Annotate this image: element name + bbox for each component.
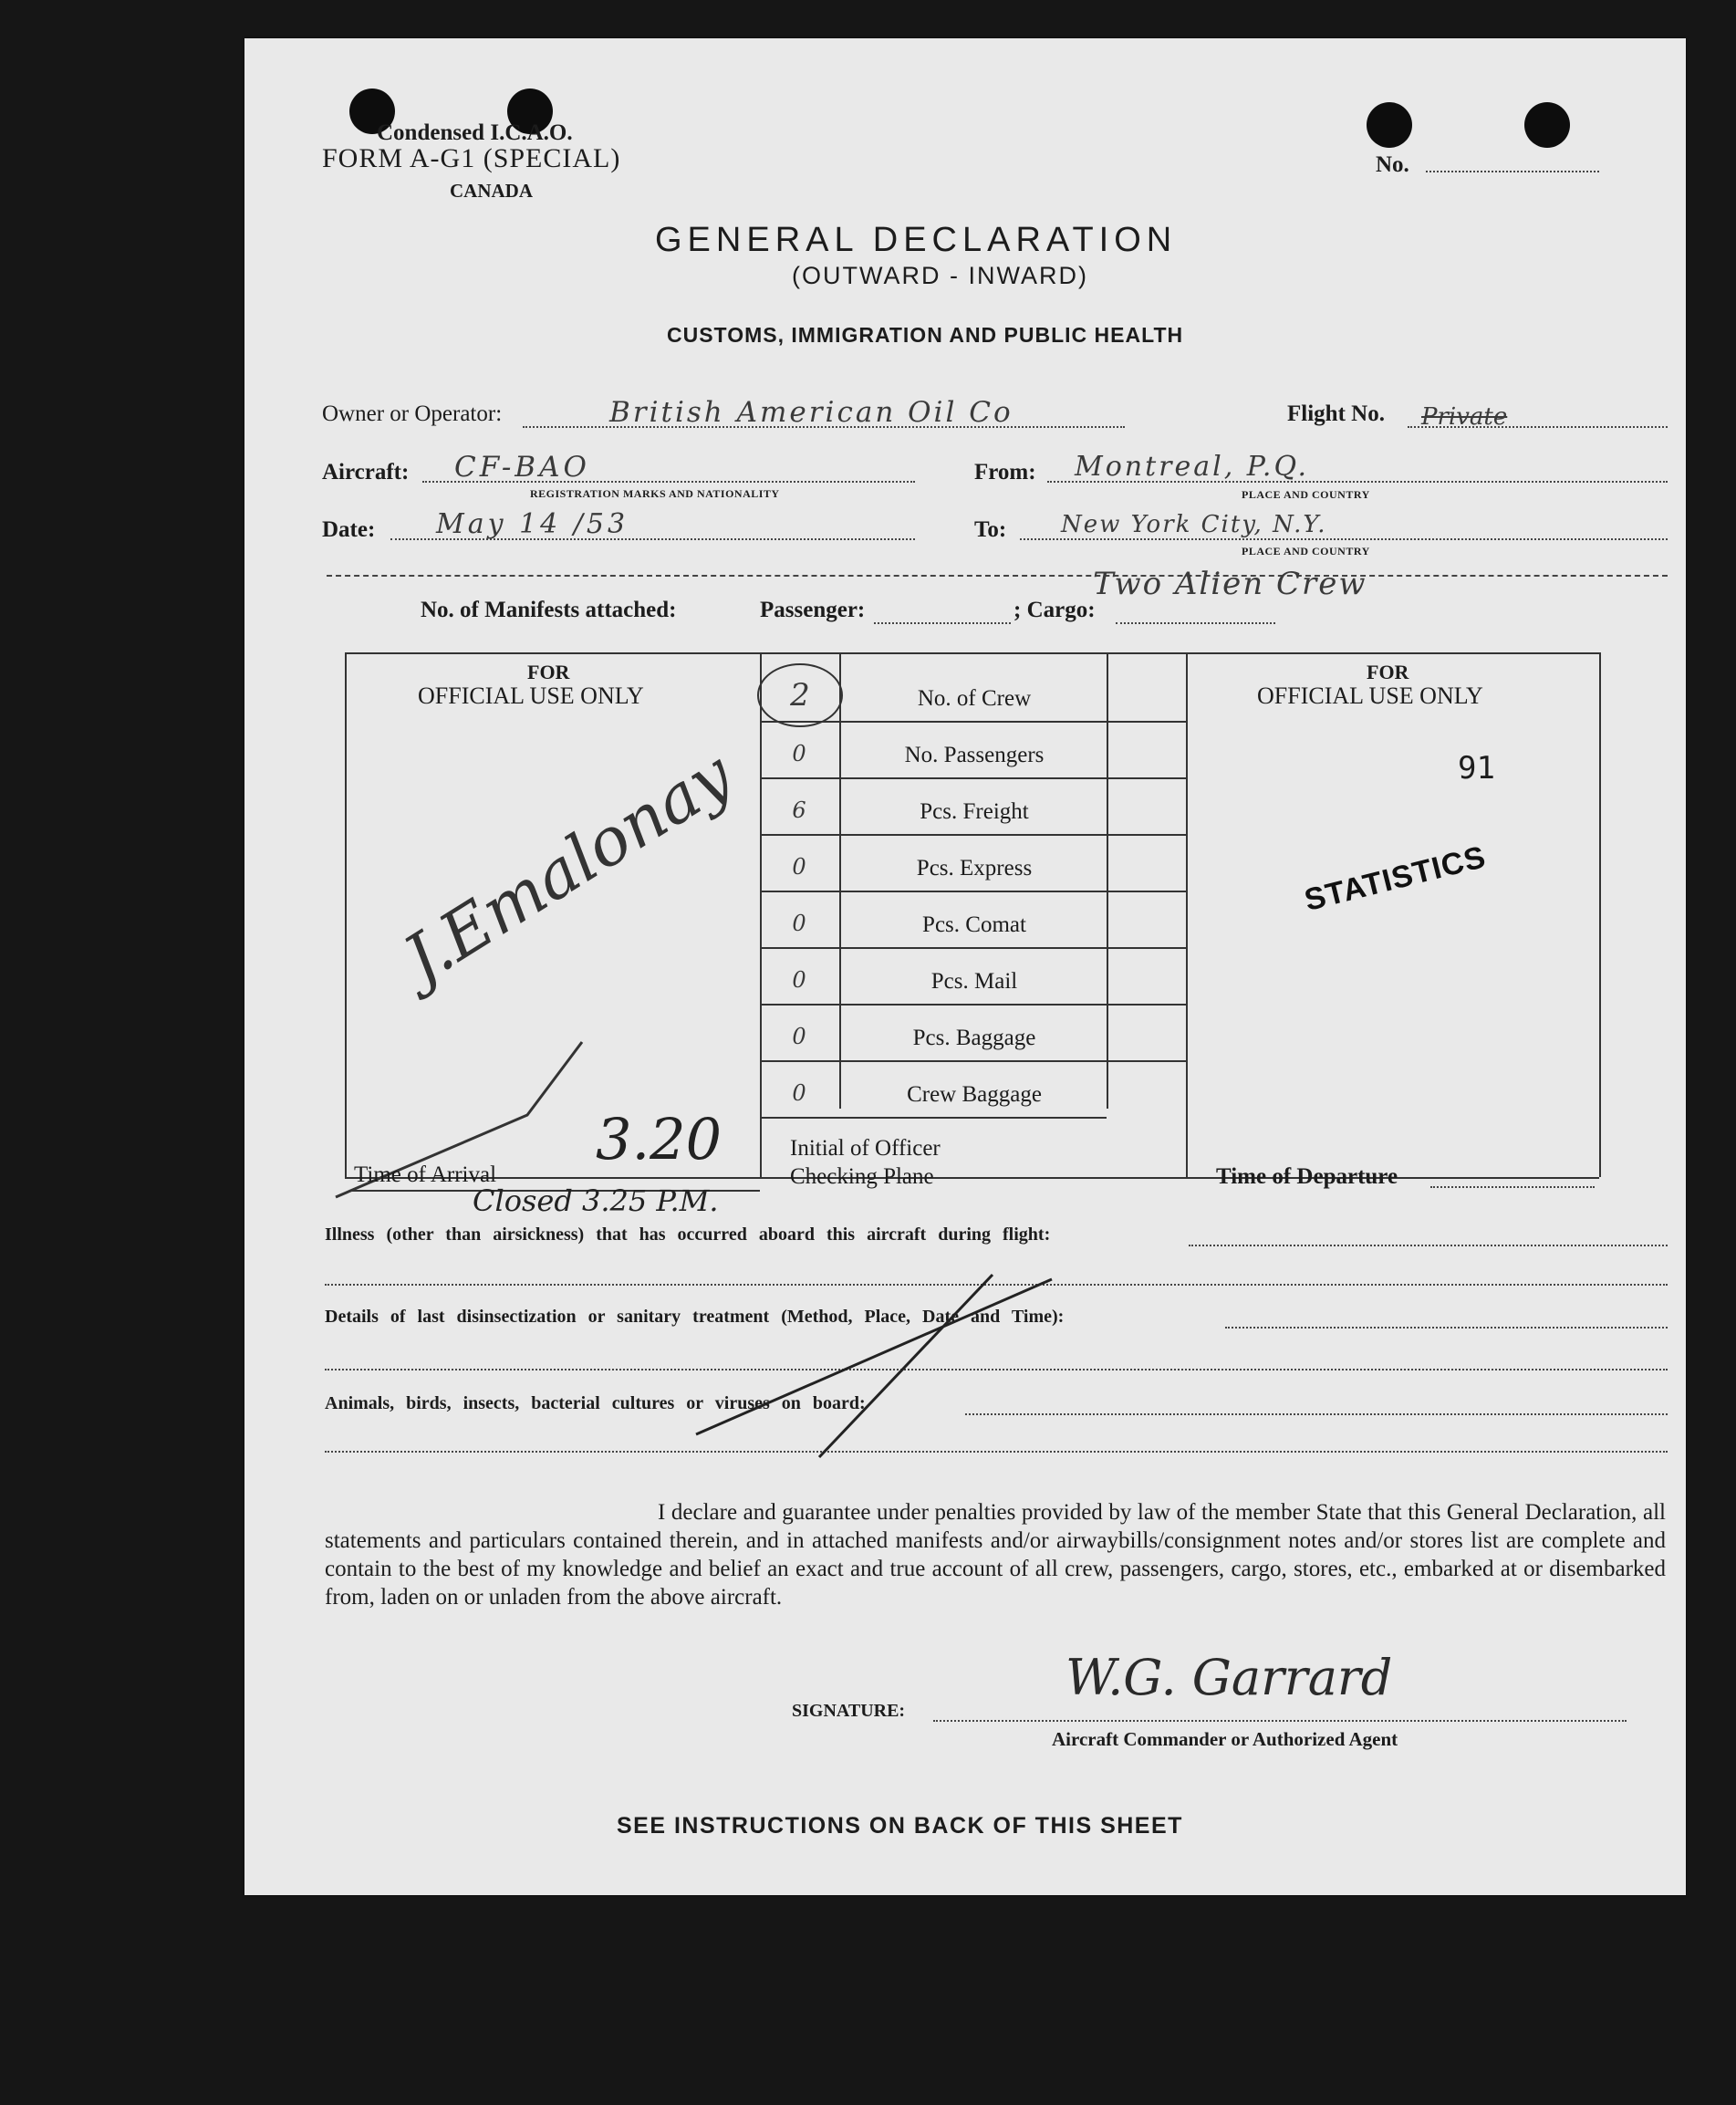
date-label: Date: xyxy=(322,517,376,542)
row-count[interactable]: 0 xyxy=(792,967,806,993)
to-label: To: xyxy=(974,517,1007,542)
row-divider xyxy=(762,1004,1186,1006)
row-label: No. of Crew xyxy=(917,686,1032,711)
owner-label: Owner or Operator: xyxy=(322,401,503,426)
illness-label: Illness (other than airsickness) that has occurred aboard this aircraft during flight: xyxy=(325,1224,1051,1245)
form-header-line1: Condensed I.C.A.O. xyxy=(377,120,573,145)
declaration-text: I declare and guarantee under penalties provided by law of the member State that this General Declaration, all statements and particulars contained therein, and in attached manifests and/or airwaybills/consignment notes and/or stores list are complete and contain to the best of my knowledge and belief an exact and true account of all crew, passengers, cargo, stores, etc., embarked at or disembarked from, laden on or unladen from the above aircraft. xyxy=(325,1500,1666,1610)
table-right-border xyxy=(1599,652,1601,1177)
signature-caption: Aircraft Commander or Authorized Agent xyxy=(1052,1728,1398,1750)
row-count[interactable]: 6 xyxy=(792,797,806,823)
row-divider xyxy=(762,721,1186,723)
row-label: Pcs. Mail xyxy=(930,969,1018,994)
signature-value: W.G. Garrard xyxy=(1066,1649,1393,1706)
officer-signature: J.Emalonay xyxy=(390,735,746,998)
closed-note: Closed 3.25 P.M. xyxy=(473,1183,719,1218)
from-caption: PLACE AND COUNTRY xyxy=(1242,488,1370,501)
manifests-label: No. of Manifests attached: xyxy=(421,598,677,622)
statistics-stamp: STATISTICS xyxy=(1301,839,1490,919)
row-divider xyxy=(762,947,1186,949)
official-right-heading: OFFICIAL USE ONLY xyxy=(1257,683,1483,709)
table-divider-4 xyxy=(1186,652,1188,1177)
cargo-label: ; Cargo: xyxy=(1014,598,1096,622)
signature-label: SIGNATURE: xyxy=(792,1701,906,1721)
page-subtitle2: CUSTOMS, IMMIGRATION AND PUBLIC HEALTH xyxy=(667,323,1184,347)
initial-label-1: Initial of Officer xyxy=(790,1136,941,1161)
signature-field[interactable] xyxy=(933,1720,1627,1722)
separator-line xyxy=(327,575,1668,577)
to-field[interactable] xyxy=(1020,538,1668,540)
handwritten-note: Two Alien Crew xyxy=(1093,566,1367,602)
row-label: No. Passengers xyxy=(904,743,1045,767)
form-header-line2: FORM A-G1 (SPECIAL) xyxy=(322,143,621,173)
table-top-border xyxy=(345,652,1599,654)
form-header-line3: CANADA xyxy=(450,180,533,202)
owner-value: British American Oil Co xyxy=(609,396,1014,429)
disinsect-label: Details of last disinsectization or sanitary treatment (Method, Place, Date and Time): xyxy=(325,1307,1065,1327)
strike-through-lines xyxy=(691,1224,1056,1462)
animals-label: Animals, birds, insects, bacterial cultures or viruses on board: xyxy=(325,1393,866,1413)
row-label: Pcs. Comat xyxy=(922,912,1026,937)
row-count[interactable]: 0 xyxy=(792,854,806,880)
arrival-value: 3.20 xyxy=(596,1106,722,1172)
table-divider-1 xyxy=(760,652,762,1177)
row-count[interactable]: 0 xyxy=(792,1080,806,1106)
aircraft-value: CF-BAO xyxy=(454,451,590,484)
initial-label-2: Checking Plane xyxy=(790,1164,934,1189)
row-label: Pcs. Freight xyxy=(920,799,1029,824)
form-sheet xyxy=(244,38,1686,1895)
row-divider xyxy=(762,777,1186,779)
form-number-field[interactable] xyxy=(1426,171,1599,172)
row-count[interactable]: 2 xyxy=(757,663,843,727)
form-number-label: No. xyxy=(1376,152,1409,177)
punch-hole xyxy=(1524,102,1570,148)
departure-label: Time of Departure xyxy=(1216,1164,1398,1189)
row-count[interactable]: 0 xyxy=(792,911,806,936)
illness-field[interactable] xyxy=(1189,1245,1668,1246)
from-label: From: xyxy=(974,460,1036,485)
row-divider xyxy=(762,891,1186,892)
animals-field[interactable] xyxy=(965,1413,1668,1415)
page-title: GENERAL DECLARATION xyxy=(655,221,1178,259)
flight-label: Flight No. xyxy=(1287,401,1385,426)
date-value: May 14 /53 xyxy=(436,508,629,540)
row-count[interactable]: 0 xyxy=(792,741,806,766)
from-value: Montreal, P.Q. xyxy=(1075,451,1310,483)
departure-field[interactable] xyxy=(1430,1186,1595,1188)
row-divider xyxy=(762,1117,1107,1119)
disinsect-field[interactable] xyxy=(1225,1327,1668,1329)
row-label: Crew Baggage xyxy=(907,1082,1042,1107)
row-label: Pcs. Express xyxy=(916,856,1033,881)
official-right-for: FOR xyxy=(1367,661,1409,683)
official-left-heading: OFFICIAL USE ONLY xyxy=(418,683,644,709)
to-caption: PLACE AND COUNTRY xyxy=(1242,545,1370,558)
row-divider xyxy=(762,834,1186,836)
flight-value: Private xyxy=(1421,403,1508,431)
arrival-label: Time of Arrival xyxy=(354,1162,497,1187)
row-count[interactable]: 0 xyxy=(792,1024,806,1049)
aircraft-caption: REGISTRATION MARKS AND NATIONALITY xyxy=(530,487,780,500)
footer-instructions: SEE INSTRUCTIONS ON BACK OF THIS SHEET xyxy=(617,1813,1183,1839)
punch-hole xyxy=(1367,102,1412,148)
passenger-manifest-field[interactable] xyxy=(874,622,1011,624)
aircraft-label: Aircraft: xyxy=(322,460,410,485)
official-right-number: 91 xyxy=(1458,750,1495,787)
page-subtitle: (OUTWARD - INWARD) xyxy=(792,262,1088,289)
row-label: Pcs. Baggage xyxy=(912,1026,1036,1050)
cargo-manifest-field[interactable] xyxy=(1116,622,1275,624)
passenger-label: Passenger: xyxy=(760,598,866,622)
to-value: New York City, N.Y. xyxy=(1061,511,1327,538)
official-left-for: FOR xyxy=(527,661,570,683)
row-divider xyxy=(762,1060,1186,1062)
